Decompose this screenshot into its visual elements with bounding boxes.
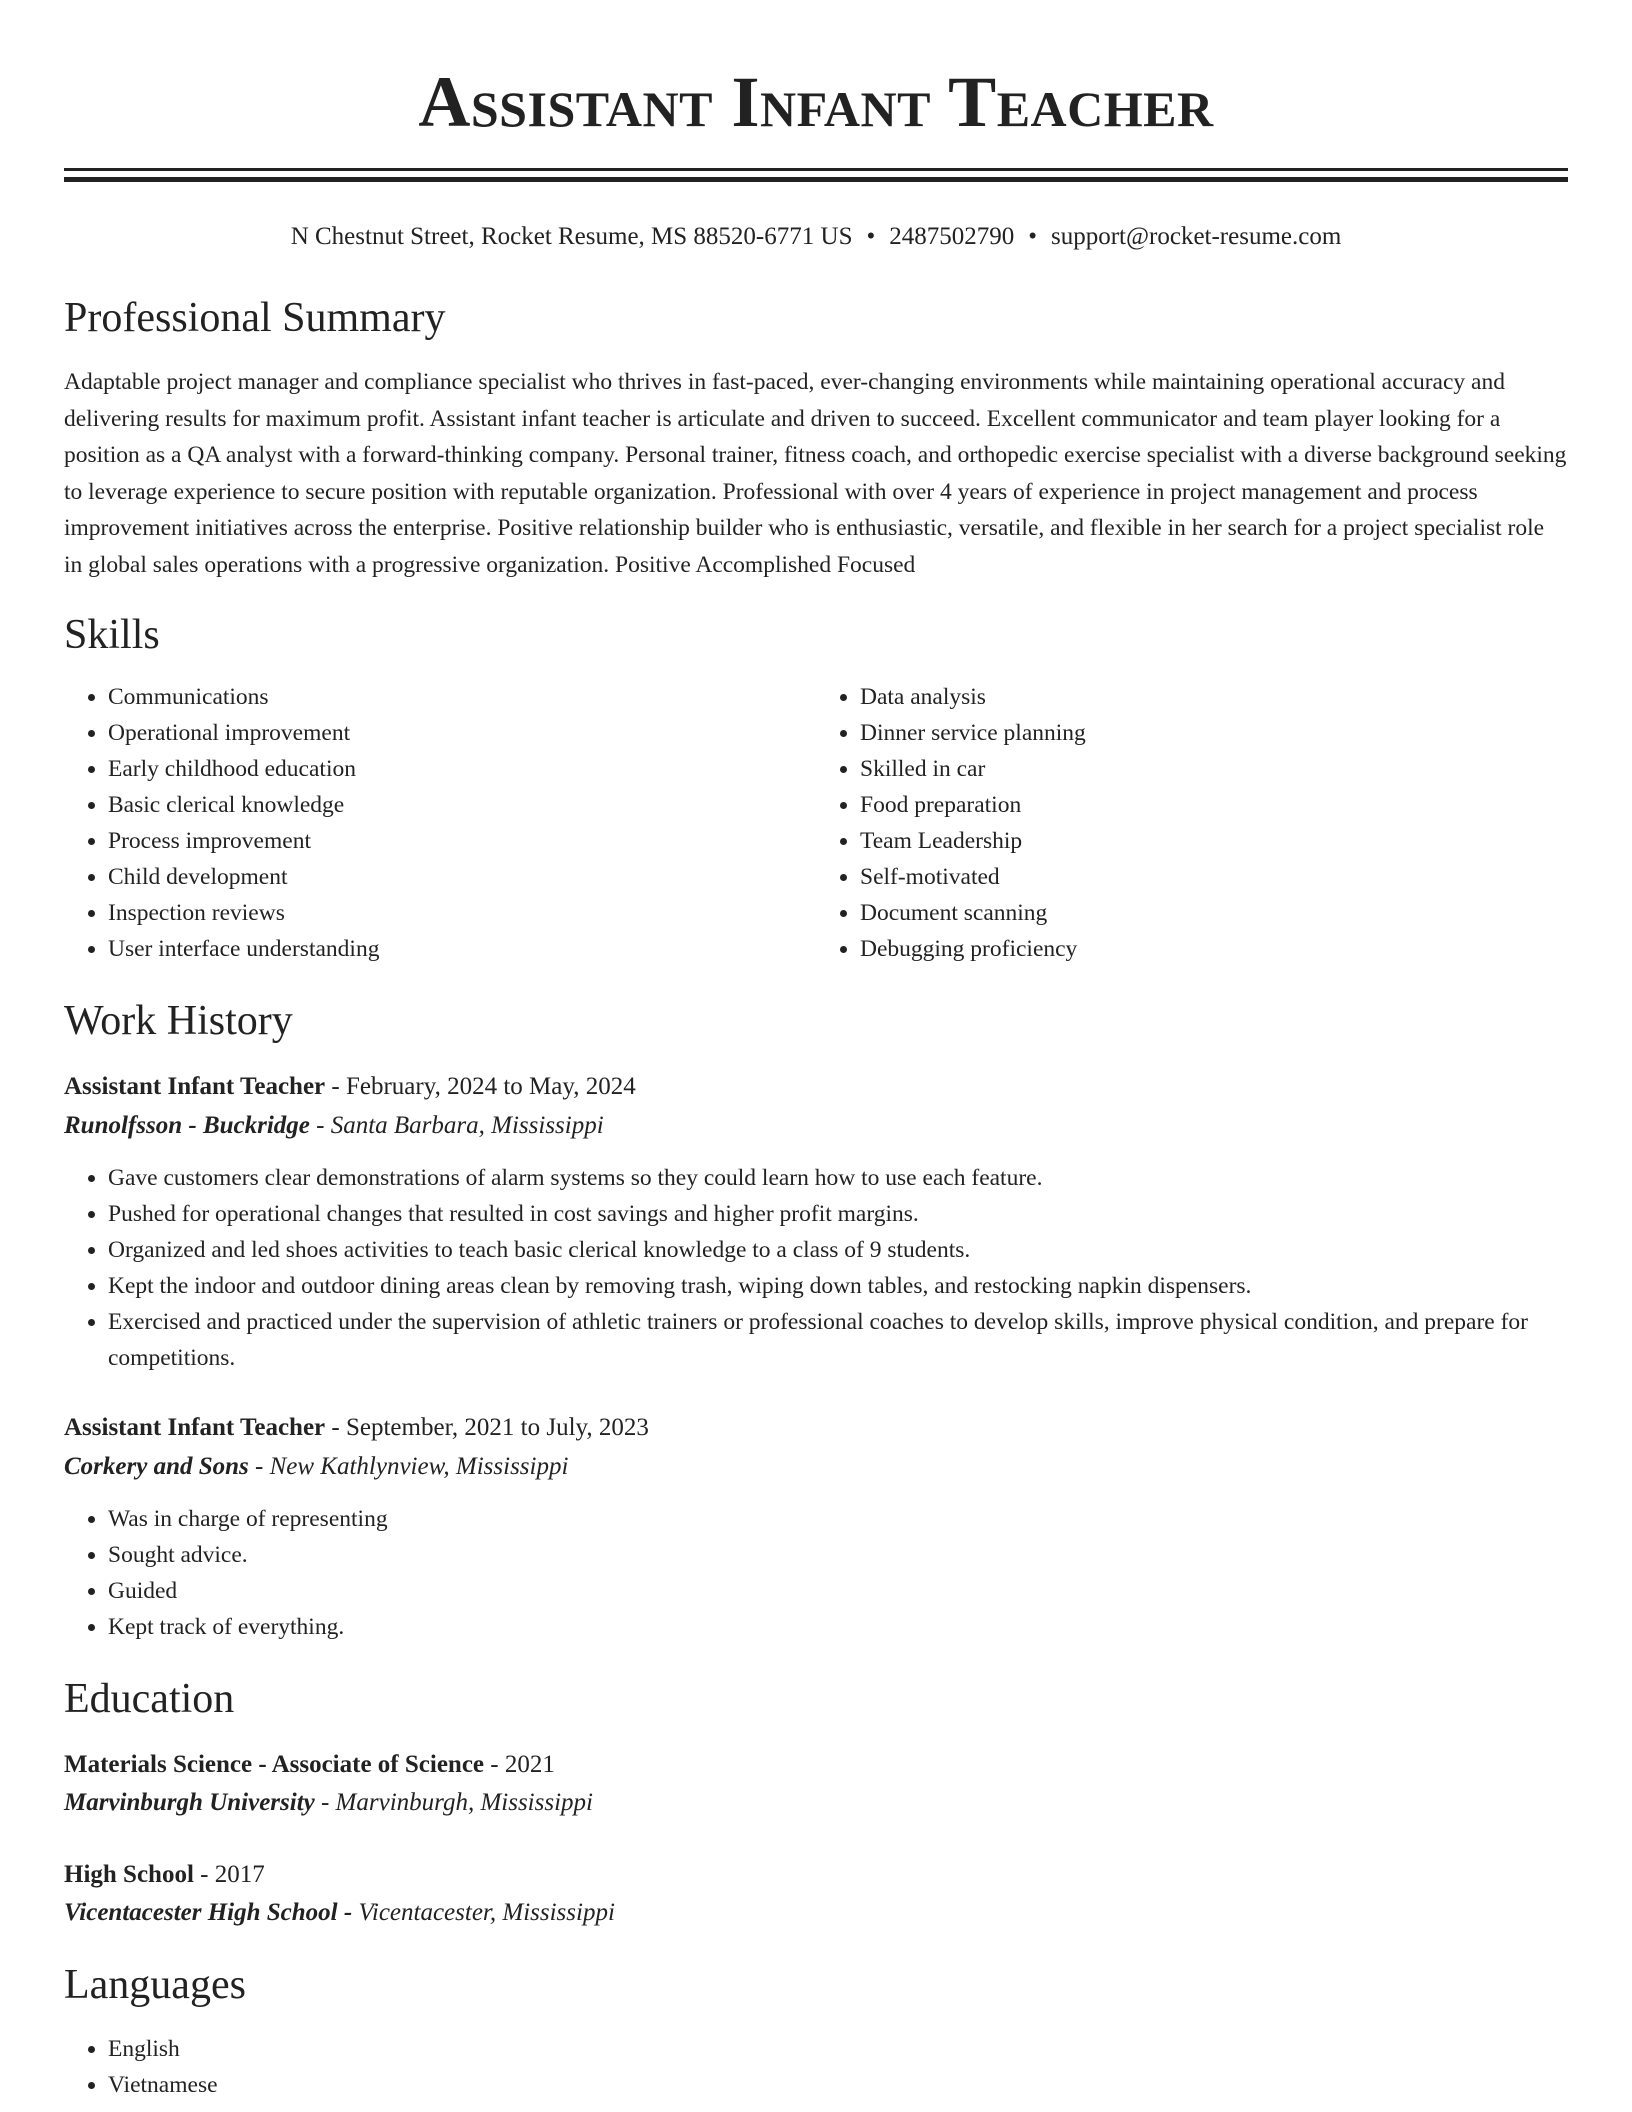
skill-item: • Data analysis [860, 679, 1568, 715]
education-school: Marvinburgh University [64, 1789, 315, 1816]
job-title: Assistant Infant Teacher [64, 1414, 326, 1441]
skill-item: • Team Leadership [860, 823, 1568, 859]
title-divider-thick [64, 177, 1568, 182]
job-entry [64, 1410, 1568, 1645]
language-item: • Vietnamese [108, 2067, 1568, 2103]
education-location: - Marvinburgh, Mississippi [314, 1789, 593, 1816]
job-location: - New Kathlynview, Mississippi [248, 1453, 569, 1480]
education-school: Vicentacester High School - [64, 1899, 353, 1926]
job-bullet: • Gave customers clear demonstrations of alarm systems so they could learn how to use each feature. [108, 1160, 1568, 1196]
skills-columns [64, 679, 1568, 967]
skill-item: • Debugging proficiency [860, 931, 1568, 967]
education-location: Vicentacester, Mississippi [352, 1899, 615, 1926]
contact-separator: • [866, 223, 876, 250]
job-entry [64, 1069, 1568, 1376]
contact-separator: • [1028, 223, 1037, 250]
education-heading: Education [64, 1676, 235, 1722]
job-title-line [64, 1069, 1568, 1105]
skill-item: • Operational improvement [108, 715, 816, 751]
skill-item: • Self-motivated [860, 859, 1568, 895]
summary-heading: Professional Summary [64, 295, 446, 341]
job-bullets [64, 1160, 1568, 1376]
job-bullet: • Exercised and practiced under the supervision of athletic trainers or professional coaches to develop skills, improve physical condition, and prepare for competitions. [108, 1304, 1568, 1376]
skills-left-list [64, 679, 816, 967]
job-company-line [64, 1108, 1568, 1144]
skill-item: • Early childhood education [108, 751, 816, 787]
job-bullet: • Kept the indoor and outdoor dining areas clean by removing trash, wiping down tables, and restocking napkin dispensers. [108, 1268, 1568, 1304]
education-school-line [64, 1895, 1568, 1931]
skill-item: • Document scanning [860, 895, 1568, 931]
work-history-heading: Work History [64, 998, 293, 1044]
job-location: - Santa Barbara, Mississippi [309, 1112, 604, 1139]
job-company: Corkery and Sons [64, 1453, 249, 1480]
job-bullets [64, 1501, 1568, 1645]
contact-address: N Chestnut Street, Rocket Resume, MS 88520-6771 US [290, 223, 853, 250]
skills-heading: Skills [64, 612, 160, 658]
job-bullet: • Sought advice. [108, 1537, 1568, 1573]
job-bullet: • Pushed for operational changes that resulted in cost savings and higher profit margins. [108, 1196, 1568, 1232]
education-degree-line [64, 1747, 1568, 1783]
job-dates: - September, 2021 to July, 2023 [325, 1414, 649, 1441]
job-bullet: • Organized and led shoes activities to teach basic clerical knowledge to a class of 9 students. [108, 1232, 1568, 1268]
job-title: Assistant Infant Teacher [64, 1073, 326, 1100]
job-bullet: • Was in charge of representing [108, 1501, 1568, 1537]
job-company-line [64, 1449, 1568, 1485]
skill-item: • Inspection reviews [108, 895, 816, 931]
skill-item: • Process improvement [108, 823, 816, 859]
skill-item: • Food preparation [860, 787, 1568, 823]
education-degree: Materials Science - Associate of Science [64, 1751, 485, 1778]
job-dates: - February, 2024 to May, 2024 [325, 1073, 636, 1100]
education-entry [64, 1747, 1568, 1821]
education-year: - 2021 [484, 1751, 555, 1778]
education-school-line [64, 1785, 1568, 1821]
languages-list [64, 2031, 1568, 2103]
job-bullet: • Kept track of everything. [108, 1609, 1568, 1645]
skills-right-list [816, 679, 1568, 967]
education-degree-line [64, 1857, 1568, 1893]
education-year: - 2017 [193, 1861, 265, 1888]
job-title-line [64, 1410, 1568, 1446]
contact-phone: 2487502790 [889, 223, 1015, 250]
title-divider-thin [64, 168, 1568, 171]
language-item: • English [108, 2031, 1568, 2067]
summary-text: Adaptable project manager and compliance specialist who thrives in fast-paced, ever-changing environments while maintaining operational accuracy and delivering results for maximum profit. Assistant infant teacher is articulate and driven to succeed. Excellent communicator and team player looking for a position as a QA analyst with a forward-thinking company. Personal trainer, fitness coach, and orthopedic exercise specialist with a diverse background seeking to leverage experience to secure position with reputable organization. Professional with over 4 years of experience in project management and process improvement initiatives across the enterprise. Positive relationship builder who is enthusiastic, versatile, and flexible in her search for a project specialist role in global sales operations with a progressive organization. Positive Accomplished Focused [64, 369, 1567, 578]
skill-item: • Basic clerical knowledge [108, 787, 816, 823]
skill-item: • Child development [108, 859, 816, 895]
skill-item: • Communications [108, 679, 816, 715]
languages-heading: Languages [64, 1962, 246, 2008]
education-entry [64, 1857, 1568, 1931]
skill-item: • User interface understanding [108, 931, 816, 967]
resume-page [64, 0, 1568, 2103]
job-bullet: • Guided [108, 1573, 1568, 1609]
contact-email: support@rocket-resume.com [1051, 223, 1342, 250]
skill-item: • Skilled in car [860, 751, 1568, 787]
job-company: Runolfsson - Buckridge [64, 1112, 310, 1139]
resume-title: Assistant Infant Teacher [418, 62, 1214, 142]
contact-line [64, 222, 1568, 252]
skill-item: • Dinner service planning [860, 715, 1568, 751]
education-degree: High School [64, 1861, 194, 1888]
